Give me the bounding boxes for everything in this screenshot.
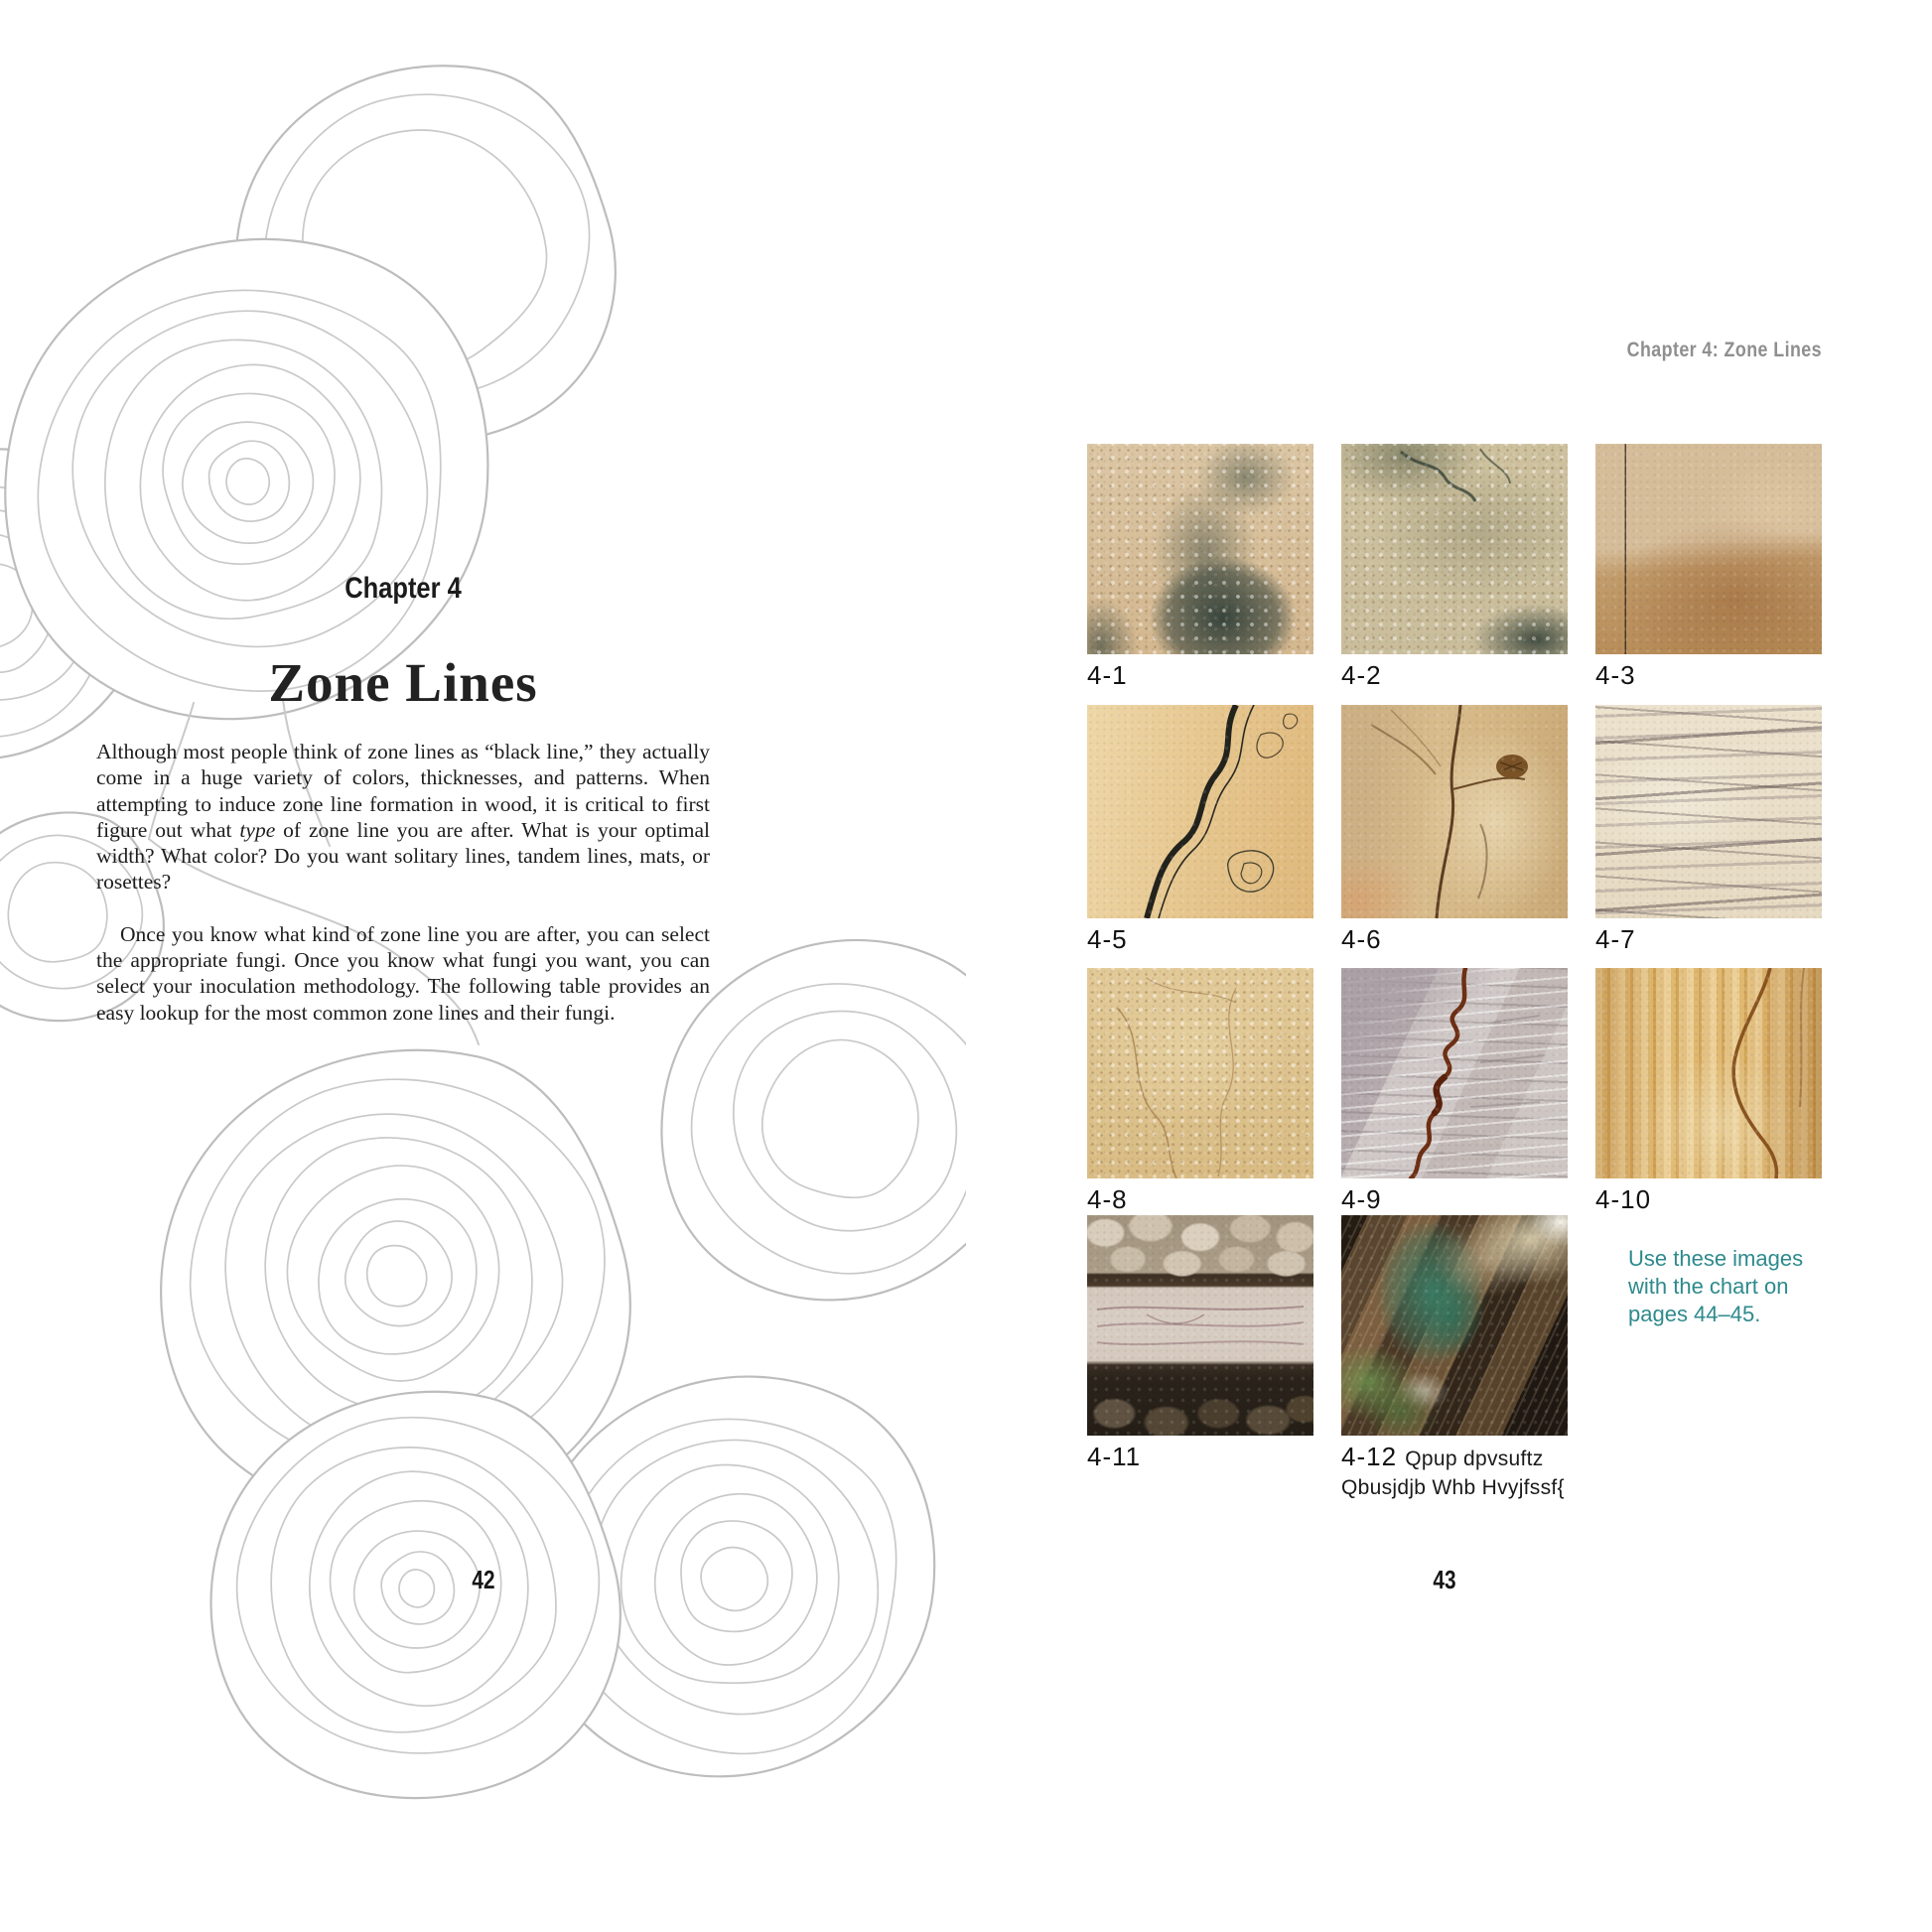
photo-4-7 [1595,705,1822,918]
paragraph-1-text-after: of zone line you are after. What is your optimal width? What color? Do you want solitary lines, tandem lines, mats, or rosettes? [96,817,711,895]
photo-4-5 [1087,705,1313,918]
figure-label-with-caption [1341,1444,1589,1501]
paragraph-1-italic: type [239,817,276,842]
figure-4-3 [1595,444,1822,689]
photo-4-11-plank-lines [1087,1215,1313,1436]
figure-4-5 [1087,705,1313,953]
figure-4-7 [1595,705,1822,953]
photo-4-8-faint-lines [1087,968,1313,1178]
cross-reference-note: Use these images with the chart on pages 44–45. [1628,1246,1804,1326]
photo-4-9 [1341,968,1568,1178]
photo-4-1 [1087,444,1313,654]
figure-caption: Qpup dpvsuftz Qbusjdjb Whb Hvyjfssf{ [1341,1448,1565,1499]
figure-4-1 [1087,444,1313,689]
figure-label: 4-10 [1595,1184,1652,1214]
photo-4-3 [1595,444,1822,654]
paragraph-2: Once you know what kind of zone line you are after, you can select the appropriate fungi. Once you know what fungi you want, you can select your inoculation methodology. The following table provides an easy lookup for the most common zone lines and their fungi. [96,921,710,1025]
figure-label: 4-5 [1087,924,1128,954]
paragraph-1 [96,739,710,896]
figure-4-2 [1341,444,1568,689]
photo-4-5-zone-lines [1087,705,1313,918]
page-title: Zone Lines [268,652,538,713]
figure-label: 4-12 [1341,1442,1398,1471]
page-number-42: 42 [472,1565,495,1594]
body-text [96,739,710,1026]
figure-4-6 [1341,705,1568,953]
figure-label: 4-7 [1595,924,1636,954]
paragraph-1-text: Although most people think of zone lines as “black line,” they actually come in a huge variety of colors, thicknesses, and patterns. When attempting to induce zone line formation in wood, it is critical to first figure out what [96,740,710,842]
figure-label: 4-3 [1595,660,1636,690]
figure-label: 4-6 [1341,924,1382,954]
photo-4-8 [1087,968,1313,1178]
figure-label: 4-1 [1087,660,1128,690]
running-header: Chapter 4: Zone Lines [1626,339,1822,361]
figure-label: 4-2 [1341,660,1382,690]
photo-4-2 [1341,444,1568,654]
figure-4-10 [1595,968,1822,1213]
photo-4-2-marks [1341,444,1568,654]
figure-label: 4-11 [1087,1442,1142,1471]
photo-4-10-curved-line [1595,968,1822,1178]
figure-4-8 [1087,968,1313,1213]
photo-4-10 [1595,968,1822,1178]
photo-4-6-stain-lines [1341,705,1568,918]
photo-4-11 [1087,1215,1313,1436]
photo-4-6 [1341,705,1568,918]
page-number-43: 43 [1433,1565,1456,1594]
photo-4-12 [1341,1215,1568,1436]
figure-label: 4-9 [1341,1184,1382,1214]
photo-4-9-zigzag-line [1341,968,1568,1178]
figure-4-12 [1341,1215,1589,1501]
figure-label: 4-8 [1087,1184,1128,1214]
figure-4-9 [1341,968,1568,1213]
chapter-label: Chapter 4 [345,572,462,605]
figure-4-11 [1087,1215,1313,1470]
